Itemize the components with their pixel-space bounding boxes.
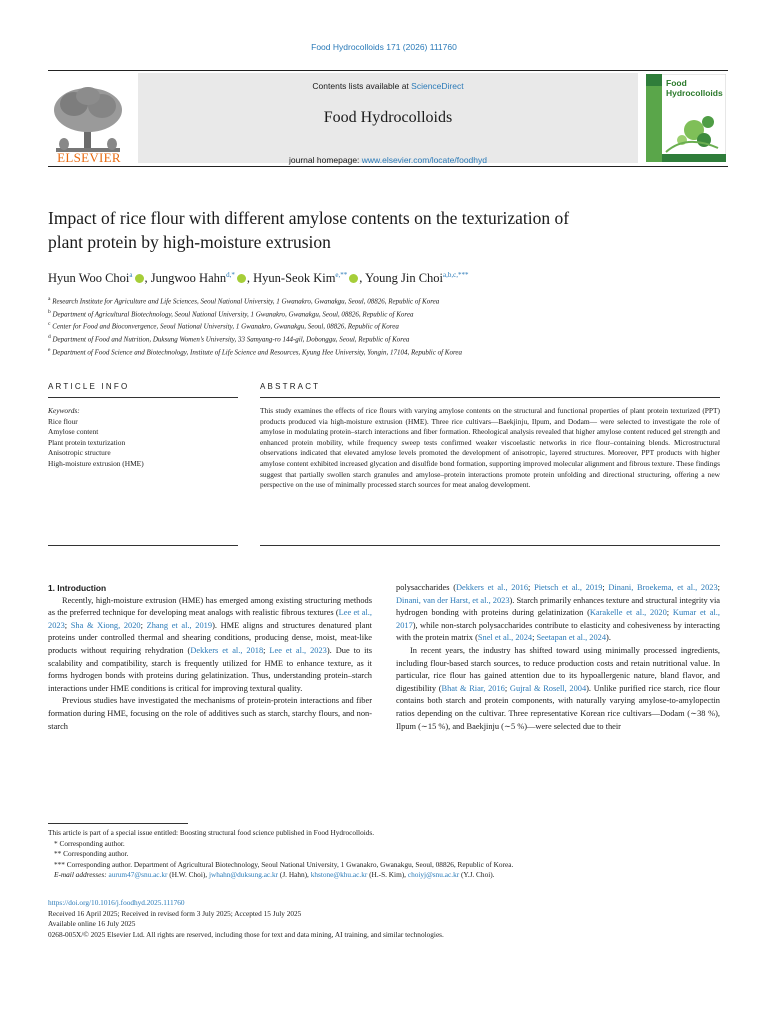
author[interactable] xyxy=(48,271,133,285)
keyword: Amylose content xyxy=(48,427,99,437)
keyword: Rice flour xyxy=(48,416,78,426)
citation-link[interactable]: Kumar et al., 2017 xyxy=(396,608,720,630)
citation-link[interactable]: Snel et al., 2024 xyxy=(477,633,533,643)
homepage-prefix: journal homepage: xyxy=(289,155,362,165)
email-owner: (Y.J. Choi). xyxy=(459,870,495,880)
footnotes xyxy=(48,828,728,881)
citation-link[interactable]: Dinani, van der Harst, et al., 2023 xyxy=(396,595,510,605)
paragraph-text: ; xyxy=(64,620,71,630)
header-rule-top xyxy=(48,70,728,71)
email-link[interactable]: aurum47@snu.ac.kr xyxy=(108,870,168,880)
title-line-2: plant protein by high-moisture extrusion xyxy=(48,232,331,252)
corresponding-author-note: *** Corresponding author. Department of Agricultural Biotechnology, Seoul National University, 1 Gwanakro, Gwanakgu, Seoul, 08826, Republic of Korea. xyxy=(54,859,514,869)
citation-link[interactable]: Lee et al., 2023 xyxy=(48,608,372,630)
article-info-heading: ARTICLE INFO xyxy=(48,382,130,391)
email-label: E-mail addresses: xyxy=(54,870,107,880)
abstract-rule-bottom xyxy=(260,545,720,546)
abstract-rule xyxy=(260,397,720,398)
email-link[interactable]: jwhahn@duksung.ac.kr xyxy=(208,870,279,880)
affiliation-marker: c xyxy=(48,321,51,328)
email-owner: (H.-S. Kim), xyxy=(367,870,408,880)
journal-header xyxy=(48,70,728,166)
citation-link[interactable]: Dinani, Broekema, et al., 2023 xyxy=(608,583,718,592)
corresponding-author-note: * Corresponding author. xyxy=(54,838,125,848)
sciencedirect-link[interactable]: ScienceDirect xyxy=(411,81,464,91)
keyword: High-moisture extrusion (HME) xyxy=(48,458,144,468)
journal-banner xyxy=(138,73,638,163)
paragraph-text: ). xyxy=(606,633,611,643)
paragraph-text: In recent years, the industry has shifted toward using minimally processed ingredients, including flour-based starch sources, to reduce production costs and retain nutritional value. In particular, rice flour has gained attention due to its hypoallergenic nature, bland flavor, and digestibility ( xyxy=(396,645,720,693)
author-name[interactable]: Hyun-Seok Kim xyxy=(253,271,336,286)
affiliation-text: Department of Agricultural Biotechnology, Seoul National University, 1 Gwanakro, Gwanakgu, Seoul, 08826, Republic of Korea xyxy=(52,310,414,319)
paragraph-text: ; xyxy=(504,683,510,693)
paragraph xyxy=(48,595,372,696)
journal-homepage-line xyxy=(138,155,638,165)
paragraph-text: polysaccharides ( xyxy=(396,583,456,592)
orcid-icon[interactable] xyxy=(237,274,246,283)
homepage-link[interactable]: www.elsevier.com/locate/foodhyd xyxy=(361,155,487,165)
affiliation-marker: a xyxy=(48,296,51,302)
affiliation xyxy=(48,294,728,307)
copyright-notice: 0268-005X/© 2025 Elsevier Ltd. All rights are reserved, including those for text and data mining, AI training, and similar technologies. xyxy=(48,929,444,939)
article-title xyxy=(48,206,728,254)
journal-cover-thumbnail[interactable] xyxy=(646,74,726,162)
available-online-date: Available online 16 July 2025 xyxy=(48,919,136,929)
email-owner: (H.W. Choi), xyxy=(167,870,209,880)
corresponding-author-note: ** Corresponding author. xyxy=(54,849,129,859)
title-line-1: Impact of rice flour with different amylose contents on the texturization of xyxy=(48,208,570,228)
author-affil-marker[interactable]: a,b,c,*** xyxy=(443,271,469,279)
footnote-rule xyxy=(48,823,188,824)
body-column-left xyxy=(48,582,372,733)
citation-link[interactable]: Bhat & Riar, 2016 xyxy=(441,683,505,693)
abstract-text: This study examines the effects of rice flours with varying amylose contents on the structural and functional properties of plant protein texturized (PPT) products produced via high-moisture extrusion (HME). Three rice cultivars—Baekjinju, Ilpum, and Dodam— were selected to investigate the role of amylose in modulating protein–starch interactions and fiber formation. Rheological analysis revealed that higher amylose content reduced gel strength and enhanced protein mobility, while frequency sweep tests confirmed weaker viscoelastic networks in rice flour–containing blends. Microstructural observations indicated that elevated amylose levels promoted the development of anisotropic, layered structures. Moreover, PPT products with higher amylose content exhibited increased glycation and disulfide bond formation, supporting improved molecular alignment and fibrous texture. These findings suggest that partially swollen starch granules and amylose–protein interactions promote protein unfolding and directional structuring, offering a new perspective on the use of minimally processed starch sources for meat analog development. xyxy=(260,406,720,490)
keyword: Plant protein texturization xyxy=(48,437,126,447)
header-rule-bottom xyxy=(48,166,728,167)
author-name[interactable]: Jungwoo Hahn xyxy=(150,271,227,286)
citation-link[interactable]: Gujral & Rosell, 2004 xyxy=(509,683,587,693)
paragraph-text: ; xyxy=(263,645,270,655)
citation-link[interactable]: Karakelle et al., 2020 xyxy=(589,608,667,618)
email-addresses xyxy=(54,870,728,881)
article-metadata xyxy=(48,898,728,940)
abstract-heading: ABSTRACT xyxy=(260,382,321,391)
orcid-icon[interactable] xyxy=(135,274,144,283)
affiliation-text: Research Institute for Agriculture and Life Sciences, Seoul National University, 1 Gwanakro, Gwanakgu, Seoul, 08826, Republic of Korea xyxy=(52,297,440,306)
paragraph-text: ; xyxy=(528,583,535,592)
author-separator: , xyxy=(246,271,254,286)
author-name[interactable]: Young Jin Choi xyxy=(365,271,444,286)
citation-link[interactable]: Sha & Xiong, 2020 xyxy=(70,620,141,630)
affiliation xyxy=(48,345,728,358)
paragraph-text: ). Starch primarily enhances texture and structural integrity via hydrogen bonding with proteins during gelatinization ( xyxy=(396,595,720,618)
affiliations xyxy=(48,294,728,358)
paragraph xyxy=(48,695,372,733)
author-affil-marker[interactable]: e,** xyxy=(335,271,348,279)
journal-citation[interactable]: Food Hydrocolloids 171 (2026) 111760 xyxy=(311,42,457,52)
cover-title xyxy=(666,78,723,98)
article-info-rule xyxy=(48,397,238,398)
citation-link[interactable]: Dekkers et al., 2018 xyxy=(190,645,264,655)
doi-link[interactable]: https://doi.org/10.1016/j.foodhyd.2025.111760 xyxy=(48,898,185,907)
publisher-logo-text: ELSEVIER xyxy=(57,150,121,165)
orcid-icon[interactable] xyxy=(349,274,358,283)
author-affil-marker[interactable]: d,* xyxy=(226,271,235,279)
author[interactable] xyxy=(151,271,235,285)
affiliation xyxy=(48,319,728,332)
paragraph-text: ; xyxy=(532,633,537,643)
affiliation-text: Department of Food Science and Biotechnology, Institute of Life Science and Resources, Kyung Hee University, Yongin, 17104, Republic of Korea xyxy=(52,348,463,357)
paragraph-text: ; xyxy=(717,583,720,592)
paragraph-text: ; xyxy=(140,620,147,630)
paragraph-text: Recently, high-moisture extrusion (HME) has emerged among existing structuring methods as the preferred technique for developing meat analogs with realistic fibrous textures ( xyxy=(48,595,372,618)
keywords-block xyxy=(48,406,248,470)
paragraph xyxy=(396,645,720,733)
section-heading-introduction: 1. Introduction xyxy=(48,583,107,593)
journal-name: Food Hydrocolloids xyxy=(323,109,453,126)
keywords-label: Keywords: xyxy=(48,406,80,415)
citation-link[interactable]: Pietsch et al., 2019 xyxy=(534,583,603,592)
author[interactable] xyxy=(365,271,468,285)
received-dates: Received 16 April 2025; Received in revised form 3 July 2025; Accepted 15 July 2025 xyxy=(48,908,302,918)
citation-link[interactable]: Dekkers et al., 2016 xyxy=(455,583,529,592)
intro-paragraphs-right xyxy=(396,582,720,733)
affiliation xyxy=(48,332,728,345)
author-separator: , xyxy=(359,271,366,286)
body-column-right xyxy=(396,582,720,733)
affiliation-text: Center for Food and Bioconvergence, Seoul National University, 1 Gwanakro, Gwanakgu, Seoul, 08826, Republic of Korea xyxy=(52,322,399,331)
contents-prefix: Contents lists available at xyxy=(312,81,412,91)
email-link[interactable]: choiyj@snu.ac.kr xyxy=(407,870,460,880)
cover-title-line1: Food xyxy=(666,78,687,88)
paragraph-text: ; xyxy=(602,583,609,592)
affiliation-marker: e xyxy=(48,346,51,353)
contents-available-line xyxy=(138,81,638,91)
author-list xyxy=(48,266,728,287)
keyword: Anisotropic structure xyxy=(48,448,111,458)
affiliation xyxy=(48,307,728,320)
paragraph xyxy=(396,582,720,645)
article-info-rule-bottom xyxy=(48,545,238,546)
paragraph-text: ; xyxy=(666,608,673,618)
author-name[interactable]: Hyun Woo Choi xyxy=(48,271,130,286)
email-owner: (J. Hahn), xyxy=(278,870,311,880)
citation-link[interactable]: Lee et al., 2023 xyxy=(269,645,327,655)
affiliation-text: Department of Food and Nutrition, Duksung Women’s University, 33 Samyang-ro 144-gil, Dobonggu, Seoul, Republic of Korea xyxy=(52,335,410,344)
special-issue-note: This article is part of a special issue entitled: Boosting structural food science published in Food Hydrocolloids. xyxy=(48,828,375,837)
paragraph-text: ). Unlike purified rice starch, rice flour contains both starch and protein components, with naturally varying amylose-to-amylopectin ratios depending on the cultivar. Three representative Korean rice cultivars—Dodam (∼38 %), Ilpum (∼15 %), and Baekjinju (∼5 %)—were selected due to their xyxy=(396,683,720,731)
intro-paragraphs-left xyxy=(48,595,372,734)
paragraph-text: ). Due to its scalability and compatibility, starch is frequently utilized for HME to enhance texture, as it forms hydrogen bonds with proteins during gelatinization. Thus, understanding protein–starch interactions under HME conditions is critical for improving textural quality. xyxy=(48,645,373,693)
paragraph-text: ). HME aligns and structures denatured plant proteins under controlled thermal and shearing conditions, producing dense, moist, meat-like products without requiring rehydration ( xyxy=(48,620,373,655)
citation-link[interactable]: Zhang et al., 2019 xyxy=(146,620,213,630)
author[interactable] xyxy=(253,271,347,285)
author-affil-marker[interactable]: a xyxy=(129,271,133,279)
cover-title-line2: Hydrocolloids xyxy=(666,88,723,98)
paragraph-text: Previous studies have investigated the mechanisms of protein-protein interactions and fiber formation during HME, focusing on the role of additives such as starch, starchy flours, and non-starch xyxy=(48,696,372,731)
affiliation-marker: b xyxy=(48,308,51,315)
affiliation-marker: d xyxy=(48,334,51,341)
citation-link[interactable]: Seetapan et al., 2024 xyxy=(536,633,607,643)
paragraph-text: ), while non-starch polysaccharides contribute to elasticity and cohesiveness by interacting with the protein matrix ( xyxy=(396,620,720,643)
author-separator: , xyxy=(144,271,151,286)
email-link[interactable]: khstone@khu.ac.kr xyxy=(310,870,368,880)
